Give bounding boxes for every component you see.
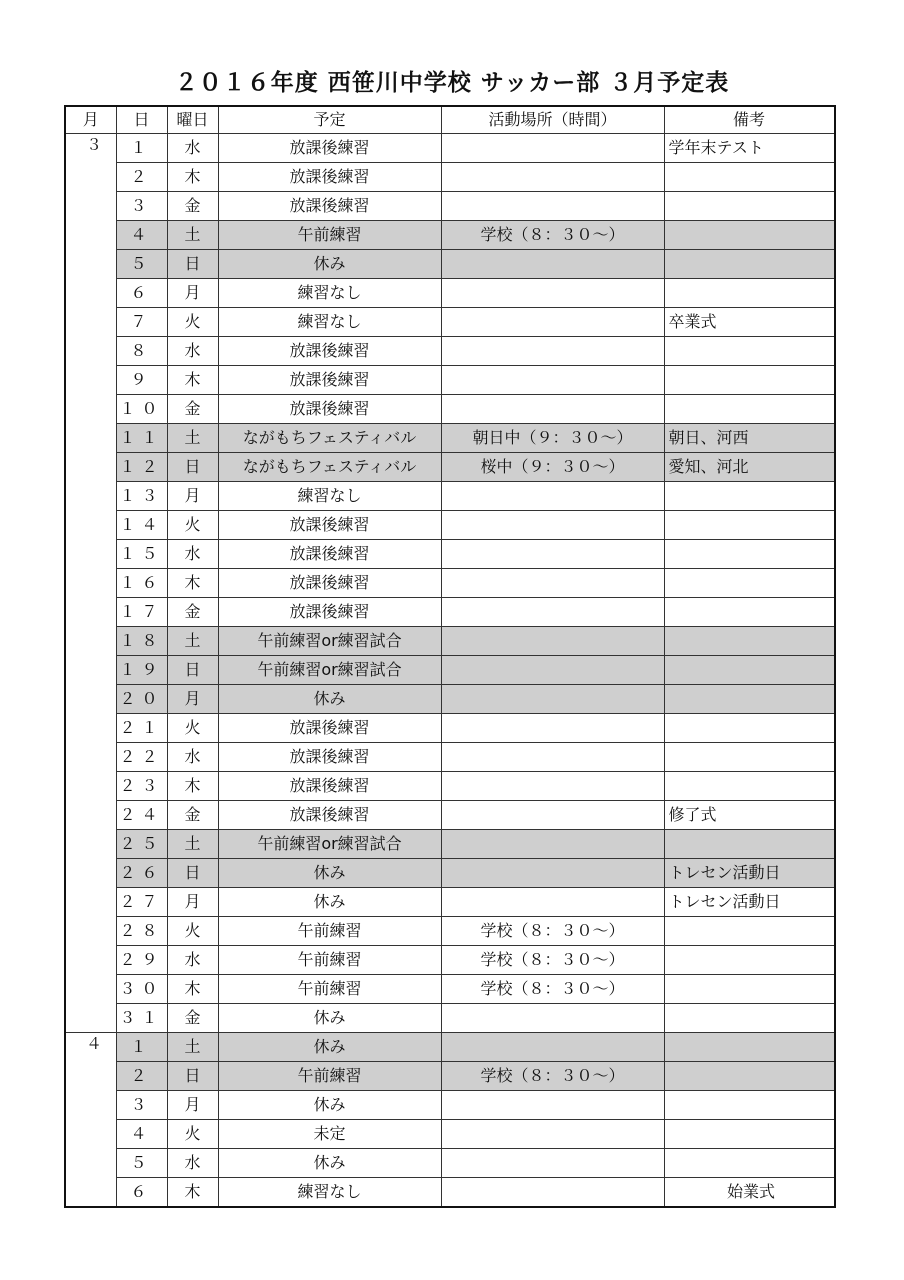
plan-cell: 練習なし <box>218 1178 441 1208</box>
table-row <box>65 453 835 482</box>
note-cell <box>664 1149 835 1178</box>
note-cell <box>664 192 835 221</box>
weekday-cell: 木 <box>167 975 218 1004</box>
plan-cell: 練習なし <box>218 482 441 511</box>
note-cell <box>664 656 835 685</box>
place-cell <box>441 830 664 859</box>
table-row <box>65 308 835 337</box>
table-row <box>65 714 835 743</box>
day-cell: １９ <box>116 656 167 685</box>
table-row <box>65 743 835 772</box>
day-cell: ２８ <box>116 917 167 946</box>
day-cell: ２４ <box>116 801 167 830</box>
table-row <box>65 482 835 511</box>
table-row <box>65 192 835 221</box>
day-cell: ２６ <box>116 859 167 888</box>
note-cell <box>664 743 835 772</box>
plan-cell: 練習なし <box>218 279 441 308</box>
plan-cell: 放課後練習 <box>218 714 441 743</box>
day-cell: ６ <box>116 1178 167 1208</box>
schedule-table <box>64 105 836 1208</box>
table-row <box>65 1033 835 1062</box>
day-cell: ３ <box>116 192 167 221</box>
note-cell <box>664 337 835 366</box>
table-row <box>65 134 835 163</box>
note-cell: 卒業式 <box>664 308 835 337</box>
weekday-cell: 金 <box>167 1004 218 1033</box>
day-cell: ２０ <box>116 685 167 714</box>
plan-cell: 午前練習 <box>218 975 441 1004</box>
plan-cell: 午前練習 <box>218 1062 441 1091</box>
note-cell <box>664 395 835 424</box>
day-cell: ５ <box>116 1149 167 1178</box>
plan-cell: 放課後練習 <box>218 163 441 192</box>
weekday-cell: 木 <box>167 772 218 801</box>
weekday-cell: 月 <box>167 888 218 917</box>
note-cell <box>664 714 835 743</box>
plan-cell: 午前練習 <box>218 917 441 946</box>
place-cell <box>441 250 664 279</box>
weekday-cell: 水 <box>167 1149 218 1178</box>
day-cell: ２７ <box>116 888 167 917</box>
table-row <box>65 569 835 598</box>
weekday-cell: 火 <box>167 714 218 743</box>
weekday-cell: 土 <box>167 830 218 859</box>
day-cell: ２ <box>116 163 167 192</box>
note-cell: 修了式 <box>664 801 835 830</box>
place-cell <box>441 279 664 308</box>
header-dow: 曜日 <box>167 106 218 134</box>
page-title: ２０１６年度 西笹川中学校 サッカー部 ３月予定表 <box>174 69 730 96</box>
plan-cell: 放課後練習 <box>218 395 441 424</box>
place-cell <box>441 627 664 656</box>
plan-cell: 午前練習or練習試合 <box>218 830 441 859</box>
weekday-cell: 火 <box>167 917 218 946</box>
place-cell <box>441 366 664 395</box>
weekday-cell: 木 <box>167 1178 218 1208</box>
day-cell: １０ <box>116 395 167 424</box>
table-row <box>65 859 835 888</box>
plan-cell: 放課後練習 <box>218 801 441 830</box>
note-cell <box>664 946 835 975</box>
place-cell <box>441 1033 664 1062</box>
table-row <box>65 888 835 917</box>
plan-cell: 休み <box>218 1091 441 1120</box>
note-cell <box>664 772 835 801</box>
day-cell: ２２ <box>116 743 167 772</box>
table-row <box>65 337 835 366</box>
day-cell: ８ <box>116 337 167 366</box>
day-cell: ２９ <box>116 946 167 975</box>
plan-cell: 放課後練習 <box>218 366 441 395</box>
note-cell <box>664 511 835 540</box>
place-cell: 学校（８：３０〜） <box>441 917 664 946</box>
place-cell <box>441 685 664 714</box>
note-cell <box>664 482 835 511</box>
note-cell: トレセン活動日 <box>664 888 835 917</box>
header-month: 月 <box>65 106 116 134</box>
weekday-cell: 火 <box>167 511 218 540</box>
weekday-cell: 水 <box>167 946 218 975</box>
plan-cell: 放課後練習 <box>218 569 441 598</box>
day-cell: ２３ <box>116 772 167 801</box>
plan-cell: 午前練習or練習試合 <box>218 627 441 656</box>
place-cell <box>441 482 664 511</box>
day-cell: ３１ <box>116 1004 167 1033</box>
place-cell <box>441 1091 664 1120</box>
place-cell <box>441 308 664 337</box>
weekday-cell: 日 <box>167 453 218 482</box>
note-cell <box>664 830 835 859</box>
weekday-cell: 月 <box>167 685 218 714</box>
day-cell: ３ <box>116 1091 167 1120</box>
day-cell: ２ <box>116 1062 167 1091</box>
weekday-cell: 木 <box>167 366 218 395</box>
table-row <box>65 801 835 830</box>
weekday-cell: 木 <box>167 163 218 192</box>
note-cell <box>664 598 835 627</box>
table-row <box>65 656 835 685</box>
plan-cell: 休み <box>218 685 441 714</box>
note-cell <box>664 975 835 1004</box>
header-day: 日 <box>116 106 167 134</box>
place-cell <box>441 511 664 540</box>
table-row <box>65 395 835 424</box>
weekday-cell: 金 <box>167 395 218 424</box>
day-cell: ９ <box>116 366 167 395</box>
day-cell: ２５ <box>116 830 167 859</box>
place-cell: 学校（８：３０〜） <box>441 221 664 250</box>
day-cell: ３０ <box>116 975 167 1004</box>
plan-cell: 未定 <box>218 1120 441 1149</box>
place-cell <box>441 772 664 801</box>
weekday-cell: 土 <box>167 424 218 453</box>
table-row <box>65 1149 835 1178</box>
weekday-cell: 日 <box>167 859 218 888</box>
plan-cell: 練習なし <box>218 308 441 337</box>
note-cell: 始業式 <box>664 1178 835 1208</box>
day-cell: １６ <box>116 569 167 598</box>
plan-cell: 休み <box>218 859 441 888</box>
place-cell <box>441 1178 664 1208</box>
weekday-cell: 水 <box>167 743 218 772</box>
plan-cell: 放課後練習 <box>218 192 441 221</box>
note-cell <box>664 685 835 714</box>
place-cell <box>441 888 664 917</box>
day-cell: １ <box>116 134 167 163</box>
plan-cell: 休み <box>218 1004 441 1033</box>
weekday-cell: 土 <box>167 221 218 250</box>
place-cell <box>441 569 664 598</box>
place-cell <box>441 656 664 685</box>
plan-cell: 放課後練習 <box>218 540 441 569</box>
note-cell: トレセン活動日 <box>664 859 835 888</box>
day-cell: １２ <box>116 453 167 482</box>
table-row <box>65 1178 835 1208</box>
note-cell <box>664 163 835 192</box>
day-cell: １１ <box>116 424 167 453</box>
table-row <box>65 1091 835 1120</box>
table-row <box>65 366 835 395</box>
table-row <box>65 772 835 801</box>
weekday-cell: 日 <box>167 250 218 279</box>
plan-cell: 午前練習or練習試合 <box>218 656 441 685</box>
place-cell: 朝日中（９：３０〜） <box>441 424 664 453</box>
day-cell: ２１ <box>116 714 167 743</box>
weekday-cell: 金 <box>167 598 218 627</box>
weekday-cell: 水 <box>167 540 218 569</box>
plan-cell: 休み <box>218 250 441 279</box>
table-row <box>65 627 835 656</box>
plan-cell: 午前練習 <box>218 221 441 250</box>
note-cell <box>664 1033 835 1062</box>
note-cell <box>664 221 835 250</box>
day-cell: １５ <box>116 540 167 569</box>
day-cell: １３ <box>116 482 167 511</box>
table-row <box>65 946 835 975</box>
note-cell <box>664 366 835 395</box>
day-cell: １８ <box>116 627 167 656</box>
place-cell <box>441 540 664 569</box>
note-cell <box>664 569 835 598</box>
day-cell: ６ <box>116 279 167 308</box>
weekday-cell: 日 <box>167 656 218 685</box>
note-cell <box>664 1091 835 1120</box>
note-cell <box>664 540 835 569</box>
day-cell: １７ <box>116 598 167 627</box>
weekday-cell: 月 <box>167 482 218 511</box>
day-cell: ５ <box>116 250 167 279</box>
note-cell: 学年末テスト <box>664 134 835 163</box>
weekday-cell: 火 <box>167 1120 218 1149</box>
table-row <box>65 279 835 308</box>
table-row <box>65 540 835 569</box>
header-note: 備考 <box>664 106 835 134</box>
plan-cell: 休み <box>218 1149 441 1178</box>
place-cell <box>441 1149 664 1178</box>
plan-cell: 放課後練習 <box>218 598 441 627</box>
place-cell: 学校（８：３０〜） <box>441 946 664 975</box>
weekday-cell: 月 <box>167 1091 218 1120</box>
note-cell <box>664 1004 835 1033</box>
weekday-cell: 水 <box>167 134 218 163</box>
note-cell: 朝日、河西 <box>664 424 835 453</box>
schedule-body <box>65 134 835 1208</box>
day-cell: ４ <box>116 1120 167 1149</box>
place-cell <box>441 801 664 830</box>
header-plan: 予定 <box>218 106 441 134</box>
plan-cell: ながもちフェスティバル <box>218 453 441 482</box>
place-cell: 学校（８：３０〜） <box>441 1062 664 1091</box>
weekday-cell: 土 <box>167 1033 218 1062</box>
place-cell: 桜中（９：３０〜） <box>441 453 664 482</box>
note-cell: 愛知、河北 <box>664 453 835 482</box>
month-cell: ３ <box>65 134 116 1033</box>
table-row <box>65 685 835 714</box>
plan-cell: 放課後練習 <box>218 511 441 540</box>
plan-cell: 放課後練習 <box>218 134 441 163</box>
note-cell <box>664 250 835 279</box>
header-row <box>65 106 835 134</box>
plan-cell: 休み <box>218 1033 441 1062</box>
weekday-cell: 金 <box>167 192 218 221</box>
table-row <box>65 1120 835 1149</box>
weekday-cell: 水 <box>167 337 218 366</box>
plan-cell: ながもちフェスティバル <box>218 424 441 453</box>
weekday-cell: 月 <box>167 279 218 308</box>
header-place: 活動場所（時間） <box>441 106 664 134</box>
table-row <box>65 1062 835 1091</box>
table-row <box>65 250 835 279</box>
table-row <box>65 830 835 859</box>
table-row <box>65 163 835 192</box>
plan-cell: 放課後練習 <box>218 772 441 801</box>
place-cell <box>441 192 664 221</box>
place-cell <box>441 1120 664 1149</box>
weekday-cell: 火 <box>167 308 218 337</box>
place-cell <box>441 163 664 192</box>
day-cell: １４ <box>116 511 167 540</box>
table-row <box>65 917 835 946</box>
weekday-cell: 日 <box>167 1062 218 1091</box>
weekday-cell: 金 <box>167 801 218 830</box>
place-cell <box>441 743 664 772</box>
table-row <box>65 1004 835 1033</box>
table-row <box>65 511 835 540</box>
plan-cell: 放課後練習 <box>218 743 441 772</box>
place-cell <box>441 598 664 627</box>
plan-cell: 午前練習 <box>218 946 441 975</box>
plan-cell: 放課後練習 <box>218 337 441 366</box>
note-cell <box>664 917 835 946</box>
day-cell: ４ <box>116 221 167 250</box>
day-cell: ７ <box>116 308 167 337</box>
note-cell <box>664 279 835 308</box>
place-cell <box>441 1004 664 1033</box>
note-cell <box>664 1062 835 1091</box>
place-cell: 学校（８：３０〜） <box>441 975 664 1004</box>
note-cell <box>664 627 835 656</box>
place-cell <box>441 859 664 888</box>
table-row <box>65 424 835 453</box>
place-cell <box>441 134 664 163</box>
note-cell <box>664 1120 835 1149</box>
day-cell: １ <box>116 1033 167 1062</box>
place-cell <box>441 714 664 743</box>
weekday-cell: 土 <box>167 627 218 656</box>
weekday-cell: 木 <box>167 569 218 598</box>
month-cell: ４ <box>65 1033 116 1208</box>
table-row <box>65 221 835 250</box>
place-cell <box>441 395 664 424</box>
place-cell <box>441 337 664 366</box>
table-row <box>65 975 835 1004</box>
table-row <box>65 598 835 627</box>
plan-cell: 休み <box>218 888 441 917</box>
